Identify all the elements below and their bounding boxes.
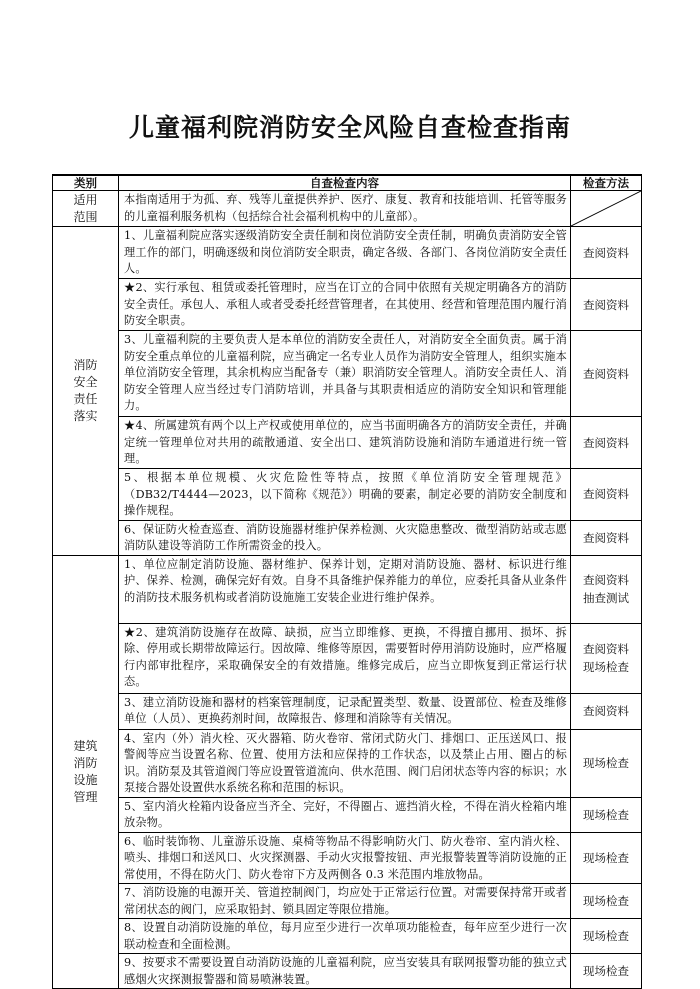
diagonal-slash-icon — [571, 191, 641, 226]
check-item-text: 1、单位应制定消防设施、器材维护、保养计划，定期对消防设施、器材、标识进行维护、保养、检测，确保完好有效。自身不具备维护保养能力的单位，应委托具备从业条件的消防技术服务机构或者消防设施施工安装企业进行维护保养。 — [119, 555, 571, 623]
checklist-table — [52, 174, 642, 989]
check-item-text: 1、儿童福利院应落实逐级消防安全责任制和岗位消防安全责任制，明确负责消防安全管理工作的部门，明确逐级和岗位消防安全职责，确定各级、各部门、各岗位消防安全责任人。 — [119, 227, 571, 279]
check-method: 现场检查 — [571, 797, 642, 832]
check-method: 查阅资料 — [571, 693, 642, 729]
checklist-row — [53, 623, 642, 693]
section-category: 消防 安全 责任 落实 — [53, 227, 119, 556]
check-method: 查阅资料 抽查测试 — [571, 555, 642, 623]
check-method: 查阅资料 — [571, 331, 642, 417]
checklist-row — [53, 954, 642, 989]
checklist-row — [53, 729, 642, 797]
check-item-text: 4、室内（外）消火栓、灭火器箱、防火卷帘、常闭式防火门、排烟口、正压送风口、报警阀等应当设置名称、位置、使用方法和应保持的工作状态，以及禁止占用、圈占的标识。消防泵及其管道阀门等应设置管道流向、供水范围、阀门启闭状态等内容的标识；水泵接合器处设置供水系统名称和范围的标识。 — [119, 729, 571, 797]
page-title: 儿童福利院消防安全风险自查检查指南 — [128, 113, 571, 142]
check-item-text: ★2、实行承包、租赁或委托管理时，应当在订立的合同中依照有关规定明确各方的消防安全责任。承包人、承租人或者受委托经营管理者，在其使用、经营和管理范围内履行消防安全职责。 — [119, 279, 571, 331]
checklist-row — [53, 832, 642, 884]
check-item-text: 7、消防设施的电源开关、管道控制阀门，均应处于正常运行位置。对需要保持常开或者常闭状态的阀门，应采取铅封、锁具固定等限位措施。 — [119, 884, 571, 919]
check-method: 现场检查 — [571, 954, 642, 989]
check-item-text: 3、建立消防设施和器材的档案管理制度，记录配置类型、数量、设置部位、检查及维修单位（人员）、更换药剂时间，故障报告、修理和消除等有关情况。 — [119, 693, 571, 729]
check-item-text: ★2、建筑消防设施存在故障、缺损，应当立即维修、更换，不得擅自挪用、损坏、拆除、停用或长期带故障运行。因故障、维修等原因，需要暂时停用消防设施时，应严格履行内部审批程序，采取确保安全的有效措施。维修完成后，应当立即恢复到正常运行状态。 — [119, 623, 571, 693]
check-item-text: 6、临时装饰物、儿童游乐设施、桌椅等物品不得影响防火门、防火卷帘、室内消火栓、喷头、排烟口和送风口、火灾探测器、手动火灾报警按钮、声光报警装置等消防设施的正常使用，不得在防火门、防火卷帘下方及两侧各 0.3 米范围内堆放物品。 — [119, 832, 571, 884]
check-item-text: 9、按要求不需要设置自动消防设施的儿童福利院，应当安装具有联网报警功能的独立式感烟火灾探测报警器和简易喷淋装置。 — [119, 954, 571, 989]
checklist-row — [53, 555, 642, 623]
checklist-row — [53, 227, 642, 279]
checklist-row — [53, 797, 642, 832]
scope-category: 适用 范围 — [53, 191, 119, 227]
check-method: 查阅资料 — [571, 520, 642, 555]
check-method: 现场检查 — [571, 729, 642, 797]
check-method: 查阅资料 — [571, 227, 642, 279]
check-method: 现场检查 — [571, 919, 642, 954]
header-row — [53, 175, 642, 191]
check-item-text: 5、根据本单位规模、火灾危险性等特点，按照《单位消防安全管理规范》（DB32/T4444—2023，以下简称《规范》）明确的要素，制定必要的消防安全制度和操作规程。 — [119, 469, 571, 521]
check-method: 现场检查 — [571, 832, 642, 884]
checklist-row — [53, 884, 642, 919]
scope-row — [53, 191, 642, 227]
checklist-row — [53, 331, 642, 417]
check-item-text: 5、室内消火栓箱内设备应当齐全、完好，不得圈占、遮挡消火栓，不得在消火栓箱内堆放杂物。 — [119, 797, 571, 832]
checklist-row — [53, 520, 642, 555]
check-item-text: 8、设置自动消防设施的单位，每月应至少进行一次单项功能检查，每年应至少进行一次联动检查和全面检测。 — [119, 919, 571, 954]
check-method: 查阅资料 — [571, 417, 642, 469]
check-method: 查阅资料 — [571, 279, 642, 331]
check-method: 查阅资料 — [571, 469, 642, 521]
checklist-row — [53, 919, 642, 954]
checklist-row — [53, 693, 642, 729]
header-content: 自查检查内容 — [119, 175, 571, 191]
check-method: 现场检查 — [571, 884, 642, 919]
checklist-row — [53, 469, 642, 521]
check-method: 查阅资料 现场检查 — [571, 623, 642, 693]
scope-method-empty — [571, 191, 642, 227]
section-category: 建筑 消防 设施 管理 — [53, 555, 119, 989]
checklist-row — [53, 417, 642, 469]
check-item-text: 6、保证防火检查巡查、消防设施器材维护保养检测、火灾隐患整改、微型消防站或志愿消防队建设等消防工作所需资金的投入。 — [119, 520, 571, 555]
checklist-row — [53, 279, 642, 331]
header-method: 检查方法 — [571, 175, 642, 191]
check-item-text: ★4、所属建筑有两个以上产权或使用单位的，应当书面明确各方的消防安全责任，并确定统一管理单位对共用的疏散通道、安全出口、建筑消防设施和消防车通道进行统一管理。 — [119, 417, 571, 469]
check-item-text: 3、儿童福利院的主要负责人是本单位的消防安全责任人，对消防安全全面负责。属于消防安全重点单位的儿童福利院，应当确定一名专业人员作为消防安全管理人，组织实施本单位消防安全管理，其余机构应当配备专（兼）职消防安全管理人。消防安全责任人、消防安全管理人应当经过专门消防培训，并具备与其职责相适应的消防安全知识和管理能力。 — [119, 331, 571, 417]
scope-content: 本指南适用于为孤、弃、残等儿童提供养护、医疗、康复、教育和技能培训、托管等服务的儿童福利服务机构（包括综合社会福利机构中的儿童部）。 — [119, 191, 571, 227]
header-category: 类别 — [53, 175, 119, 191]
